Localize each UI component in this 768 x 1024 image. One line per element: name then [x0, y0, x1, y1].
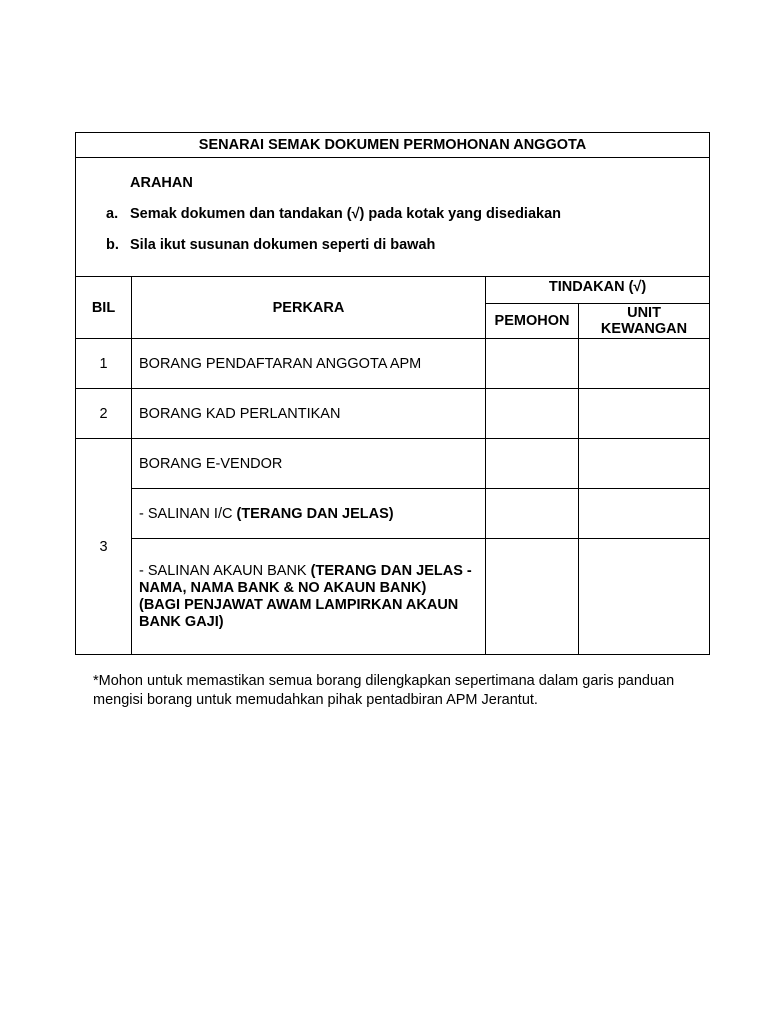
- item-cell: [132, 539, 486, 655]
- pemohon-checkbox-cell[interactable]: [486, 339, 579, 389]
- bil-cell: 2: [76, 389, 132, 439]
- item-text: - SALINAN AKAUN BANK: [139, 562, 311, 579]
- item-note: (TERANG DAN JELAS): [236, 505, 394, 522]
- unit-kewangan-line-1: UNIT: [627, 305, 661, 321]
- column-header-tindakan: TINDAKAN (√): [486, 277, 710, 304]
- pemohon-checkbox-cell[interactable]: [486, 489, 579, 539]
- table-row: [76, 389, 710, 439]
- instructions-heading: ARAHAN: [130, 175, 193, 191]
- pemohon-checkbox-cell[interactable]: [486, 539, 579, 655]
- checklist-table: [75, 132, 710, 655]
- unit-kewangan-checkbox-cell[interactable]: [579, 339, 710, 389]
- column-header-bil: BIL: [76, 277, 132, 339]
- item-cell: BORANG PENDAFTARAN ANGGOTA APM: [132, 339, 486, 389]
- table-row: [76, 489, 710, 539]
- document-title: SENARAI SEMAK DOKUMEN PERMOHONAN ANGGOTA: [76, 133, 710, 158]
- bil-cell: 1: [76, 339, 132, 389]
- item-cell: BORANG KAD PERLANTIKAN: [132, 389, 486, 439]
- item-text-block: [139, 563, 479, 597]
- item-note: (TERANG DAN JELAS - NAMA, NAMA BANK & NO AKAUN BANK): [139, 562, 472, 596]
- column-header-perkara: PERKARA: [132, 277, 486, 339]
- instructions-section: [76, 158, 710, 277]
- item-text: - SALINAN I/C: [139, 505, 237, 522]
- table-row: [76, 439, 710, 489]
- table-row: [76, 339, 710, 389]
- column-header-unit-kewangan: [579, 304, 710, 339]
- unit-kewangan-checkbox-cell[interactable]: [579, 439, 710, 489]
- unit-kewangan-checkbox-cell[interactable]: [579, 389, 710, 439]
- instruction-item-a: [106, 206, 709, 222]
- table-row: [76, 539, 710, 655]
- instruction-marker: b.: [106, 237, 119, 253]
- unit-kewangan-line-2: KEWANGAN: [600, 321, 688, 337]
- item-note-2: (BAGI PENJAWAT AWAM LAMPIRKAN AKAUN BANK GAJI): [139, 596, 459, 630]
- footnote: *Mohon untuk memastikan semua borang dilengkapkan sepertimana dalam garis panduan mengisi borang untuk memudahkan pihak pentadbiran APM Jerantut.: [93, 673, 675, 708]
- item-cell: BORANG E-VENDOR: [132, 439, 486, 489]
- pemohon-checkbox-cell[interactable]: [486, 389, 579, 439]
- instruction-text: Semak dokumen dan tandakan (√) pada kotak yang disediakan: [130, 206, 561, 222]
- column-header-pemohon: PEMOHON: [486, 304, 579, 339]
- unit-kewangan-checkbox-cell[interactable]: [579, 539, 710, 655]
- pemohon-checkbox-cell[interactable]: [486, 439, 579, 489]
- item-cell: [132, 489, 486, 539]
- bil-cell: 3: [76, 439, 132, 655]
- instruction-text: Sila ikut susunan dokumen seperti di bawah: [130, 237, 436, 253]
- instruction-item-b: [106, 237, 709, 253]
- instruction-marker: a.: [106, 206, 119, 222]
- unit-kewangan-checkbox-cell[interactable]: [579, 489, 710, 539]
